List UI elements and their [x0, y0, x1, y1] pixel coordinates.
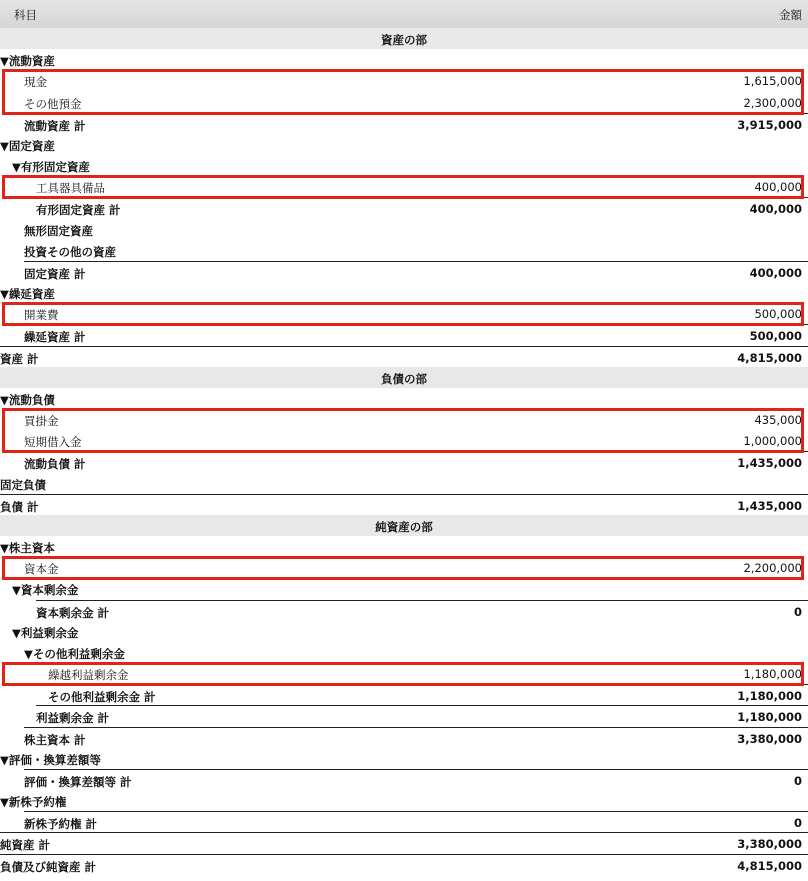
row-label: 負債 計: [0, 499, 39, 514]
row-label: 投資その他の資産: [24, 244, 116, 259]
row-label: ▼その他利益剰余金: [24, 646, 125, 661]
row-amount: 400,000: [749, 265, 802, 280]
row-label: 利益剰余金 計: [36, 711, 110, 726]
subtotal-row: [24, 261, 808, 283]
subtotal-row: [36, 600, 808, 622]
highlight-box: [2, 302, 804, 326]
subtotal-row: [0, 346, 808, 368]
group-row[interactable]: [0, 49, 808, 70]
row-label: 繰延資産 計: [24, 330, 86, 345]
row-label: 純資産 計: [0, 838, 51, 853]
row-label: 評価・換算差額等 計: [24, 774, 132, 789]
row-label: 有形固定資産 計: [36, 203, 121, 218]
group-row[interactable]: [0, 134, 808, 155]
row-amount: 400,000: [754, 180, 802, 195]
row-label: ▼有形固定資産: [12, 160, 90, 175]
subject-column-header: 科目: [14, 8, 37, 22]
highlight-box: [2, 175, 804, 199]
highlight-box: [2, 408, 804, 453]
group-row[interactable]: [0, 578, 808, 599]
row-label: その他利益剰余金 計: [48, 690, 156, 705]
row-amount: 1,000,000: [743, 434, 802, 449]
table-header: [0, 0, 808, 29]
highlight-box: [2, 556, 804, 580]
row-amount: 2,200,000: [743, 561, 802, 576]
row-label: 固定資産 計: [24, 266, 86, 281]
row-label: 買掛金: [24, 414, 59, 429]
row-amount: 1,180,000: [737, 689, 802, 704]
group-row: [0, 473, 808, 494]
group-row: [0, 219, 808, 240]
row-label: ▼株主資本: [0, 541, 55, 556]
row-label: ▼資本剰余金: [12, 583, 79, 598]
row-label: 純資産の部: [375, 519, 433, 534]
highlight-box: [2, 662, 804, 686]
row-label: 流動負債 計: [24, 457, 86, 472]
row-label: 新株予約権 計: [24, 817, 98, 832]
row-label: その他預金: [24, 96, 82, 111]
row-amount: 1,180,000: [737, 710, 802, 725]
row-amount: 500,000: [754, 307, 802, 322]
row-label: 工具器具備品: [36, 181, 105, 196]
row-label: 無形固定資産: [24, 223, 93, 238]
row-label: 繰越利益剰余金: [48, 668, 129, 683]
subtotal-row: [24, 727, 808, 749]
row-amount: 0: [793, 816, 802, 831]
group-row[interactable]: [0, 621, 808, 642]
subtotal-row: [24, 324, 808, 346]
row-label: 資産 計: [0, 351, 39, 366]
row-amount: 2,300,000: [743, 95, 802, 110]
row-amount: 4,815,000: [737, 858, 802, 873]
group-row: [0, 240, 808, 261]
row-label: 固定負債: [0, 477, 46, 492]
row-amount: 400,000: [749, 202, 802, 217]
row-label: ▼新株予約権: [0, 795, 67, 810]
subtotal-row: [36, 197, 808, 219]
row-label: 資本金: [24, 562, 59, 577]
subtotal-row: [0, 832, 808, 854]
row-label: ▼評価・換算差額等: [0, 752, 101, 767]
row-amount: 4,815,000: [737, 350, 802, 365]
row-amount: 0: [793, 604, 802, 619]
group-row[interactable]: [0, 642, 808, 663]
subtotal-row: [0, 494, 808, 516]
subtotal-row: [24, 451, 808, 473]
row-label: ▼固定資産: [0, 138, 55, 153]
row-amount: 3,915,000: [737, 117, 802, 132]
row-amount: 1,180,000: [743, 667, 802, 682]
row-label: 負債の部: [381, 371, 427, 386]
row-amount: 1,435,000: [737, 456, 802, 471]
row-amount: 3,380,000: [737, 837, 802, 852]
row-label: 流動資産 計: [24, 118, 86, 133]
row-label: 資本剰余金 計: [36, 605, 110, 620]
row-label: 短期借入金: [24, 435, 82, 450]
group-row[interactable]: [0, 155, 808, 176]
subtotal-row: [24, 811, 808, 833]
row-label: ▼利益剰余金: [12, 625, 79, 640]
row-label: 現金: [24, 75, 47, 90]
group-row[interactable]: [0, 388, 808, 409]
group-row[interactable]: [0, 282, 808, 303]
subtotal-row: [0, 854, 808, 876]
row-amount: 1,615,000: [743, 74, 802, 89]
section-header: [0, 367, 808, 388]
row-label: ▼流動資産: [0, 54, 55, 69]
row-amount: 3,380,000: [737, 731, 802, 746]
row-label: 資産の部: [381, 33, 427, 47]
row-label: ▼流動負債: [0, 392, 55, 407]
group-row[interactable]: [0, 536, 808, 557]
subtotal-row: [48, 684, 808, 706]
group-row[interactable]: [0, 790, 808, 811]
subtotal-row: [36, 705, 808, 727]
row-amount: 500,000: [749, 329, 802, 344]
group-row[interactable]: [0, 748, 808, 769]
row-label: 負債及び純資産 計: [0, 859, 97, 874]
section-header: [0, 28, 808, 49]
section-header: [0, 515, 808, 536]
row-amount: 1,435,000: [737, 498, 802, 513]
row-label: ▼繰延資産: [0, 287, 55, 302]
amount-column-header: 金額: [779, 8, 802, 22]
row-amount: 435,000: [754, 413, 802, 428]
subtotal-row: [24, 769, 808, 791]
highlight-box: [2, 69, 804, 114]
row-amount: 0: [793, 773, 802, 788]
subtotal-row: [24, 113, 808, 135]
row-label: 株主資本 計: [24, 732, 86, 747]
row-label: 開業費: [24, 308, 59, 323]
